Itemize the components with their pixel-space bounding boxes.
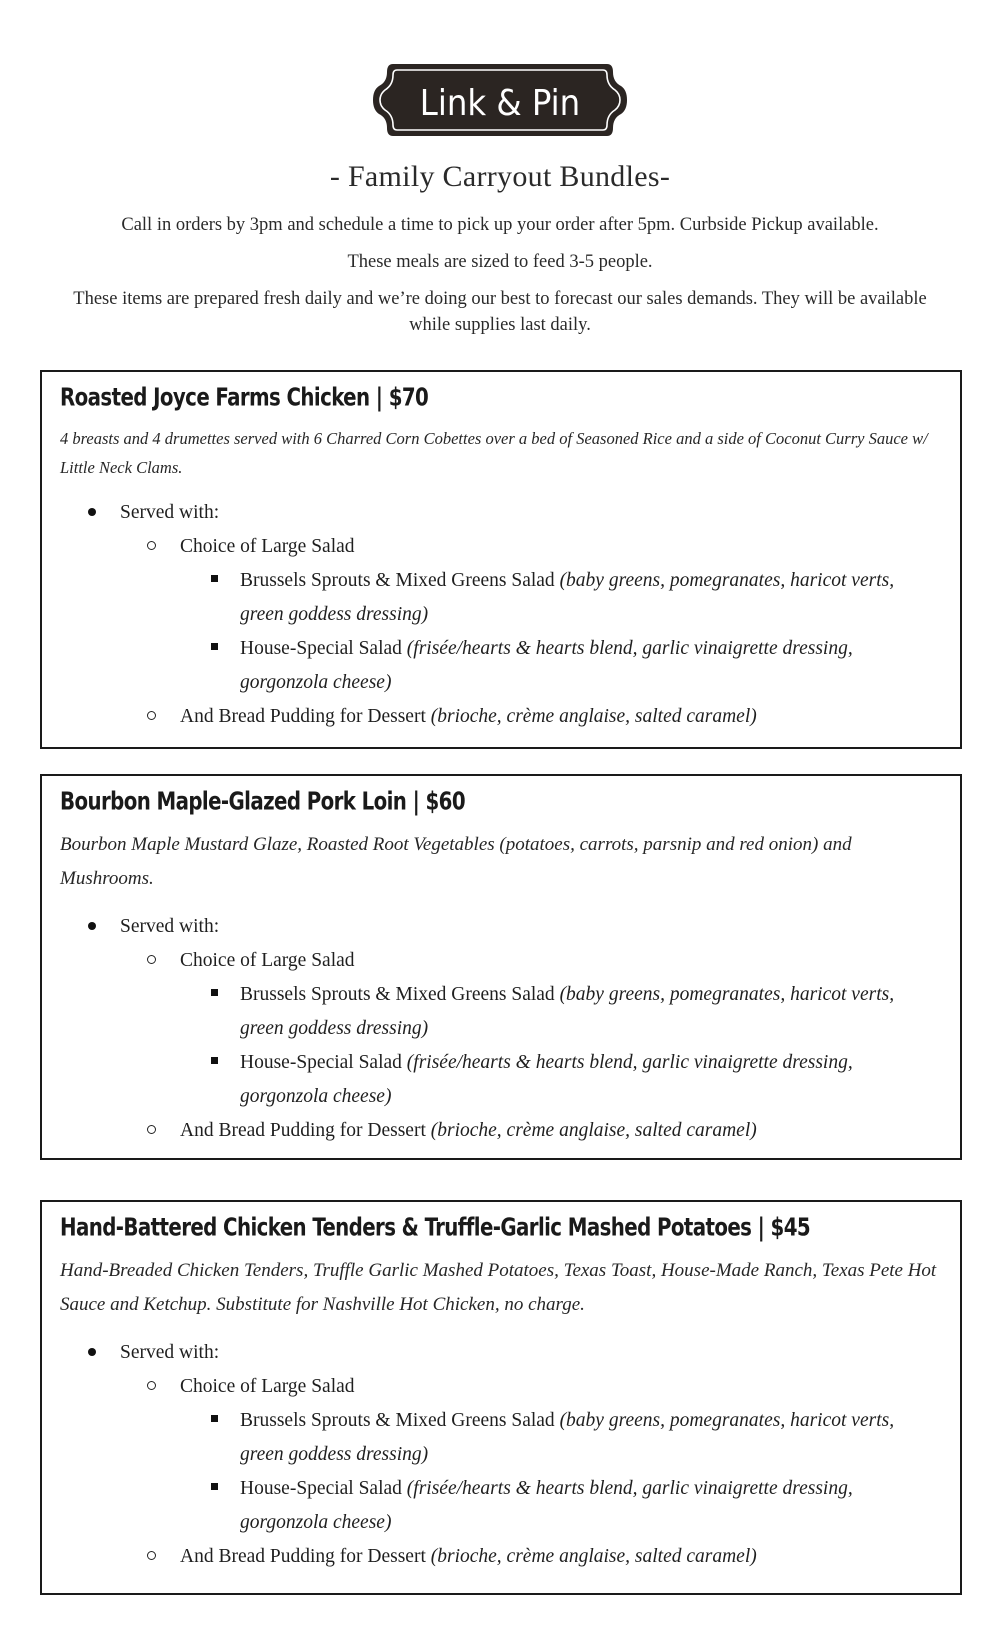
square-bullet-icon [211,989,218,996]
bullet-icon [88,922,96,930]
choice-item: Choice of Large Salad [60,530,942,564]
intro-serving-size: These meals are sized to feed 3-5 people. [347,252,653,272]
circle-bullet-icon [147,711,156,720]
salad-option: House-Special Salad (frisée/hearts & hearts blend, garlic vinaigrette dressing, gorgonzola cheese) [60,1472,942,1540]
brand-logo [0,60,1000,145]
bundle-description: Bourbon Maple Mustard Glaze, Roasted Root Vegetables (potatoes, carrots, parsnip and red onion) and Mushrooms. [60,834,852,889]
salad-option: Brussels Sprouts & Mixed Greens Salad (baby greens, pomegranates, haricot verts, green goddess dressing) [60,564,942,632]
served-with-item: Served with: [60,1336,942,1370]
square-bullet-icon [211,1057,218,1064]
choice-item: Choice of Large Salad [60,1370,942,1404]
served-with-item: Served with: [60,496,942,530]
intro-order-info: Call in orders by 3pm and schedule a time to pick up your order after 5pm. Curbside Pickup available. [121,215,879,235]
dessert-item: And Bread Pudding for Dessert (brioche, crème anglaise, salted caramel) [60,1540,942,1574]
square-bullet-icon [211,1415,218,1422]
circle-bullet-icon [147,955,156,964]
square-bullet-icon [211,643,218,650]
link-and-pin-logo [369,60,631,140]
page-title: - Family Carryout Bundles- [329,160,671,193]
dessert-item: And Bread Pudding for Dessert (brioche, crème anglaise, salted caramel) [60,1114,942,1148]
square-bullet-icon [211,575,218,582]
bundle-card-chicken [40,370,962,749]
bundle-description: 4 breasts and 4 drumettes served with 6 Charred Corn Cobettes over a bed of Seasoned Rice and a side of Coconut Curry Sauce w/ Little Neck Clams. [60,429,928,477]
bullet-icon [88,1348,96,1356]
bundle-card-pork-loin [40,774,962,1160]
choice-item: Choice of Large Salad [60,944,942,978]
dessert-item: And Bread Pudding for Dessert (brioche, crème anglaise, salted caramel) [60,700,942,734]
bullet-icon [88,508,96,516]
salad-option: House-Special Salad (frisée/hearts & hearts blend, garlic vinaigrette dressing, gorgonzola cheese) [60,632,942,700]
bundle-description: Hand-Breaded Chicken Tenders, Truffle Garlic Mashed Potatoes, Texas Toast, House-Made Ranch, Texas Pete Hot Sauce and Ketchup. Substitute for Nashville Hot Chicken, no charge. [60,1260,937,1315]
circle-bullet-icon [147,1381,156,1390]
salad-option: Brussels Sprouts & Mixed Greens Salad (baby greens, pomegranates, haricot verts, green goddess dressing) [60,978,942,1046]
logo-text: Link & Pin [419,83,581,124]
circle-bullet-icon [147,1551,156,1560]
bundle-title: Hand-Battered Chicken Tenders & Truffle-Garlic Mashed Potatoes | $45 [60,1214,811,1242]
square-bullet-icon [211,1483,218,1490]
salad-option: House-Special Salad (frisée/hearts & hearts blend, garlic vinaigrette dressing, gorgonzola cheese) [60,1046,942,1114]
salad-option: Brussels Sprouts & Mixed Greens Salad (baby greens, pomegranates, haricot verts, green goddess dressing) [60,1404,942,1472]
circle-bullet-icon [147,541,156,550]
bundle-card-chicken-tenders [40,1200,962,1595]
intro-availability: These items are prepared fresh daily and we’re doing our best to forecast our sales demands. They will be available while supplies last daily. [73,289,927,335]
served-with-item: Served with: [60,910,942,944]
bundle-title: Roasted Joyce Farms Chicken | $70 [60,384,429,412]
circle-bullet-icon [147,1125,156,1134]
bundle-title: Bourbon Maple-Glazed Pork Loin | $60 [60,788,466,816]
